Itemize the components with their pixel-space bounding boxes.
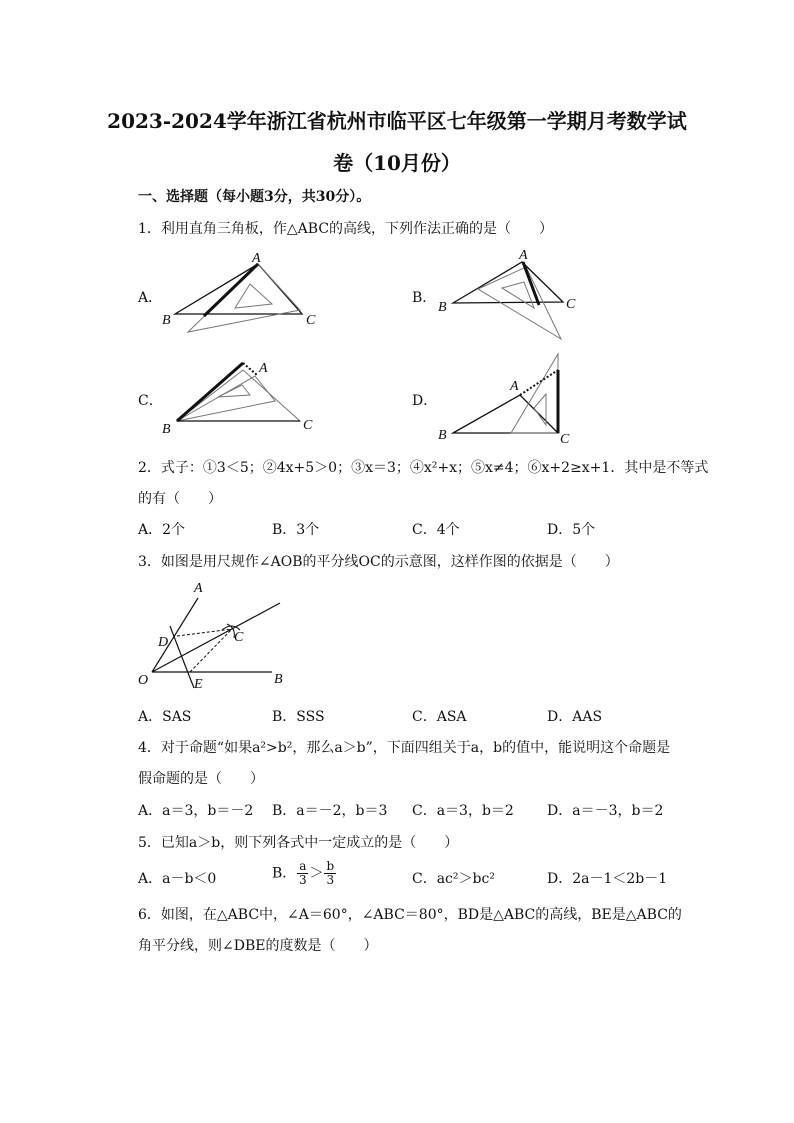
- q1a-label-b: B: [162, 313, 171, 328]
- page-title-line2: 卷（10月份）: [333, 151, 461, 175]
- q1-option-b: B．: [412, 290, 437, 306]
- q3-label-a: A: [194, 581, 203, 596]
- q3-option-c: C．ASA: [412, 709, 467, 725]
- q1b-label-b: B: [438, 300, 447, 315]
- q5-stem: 5．已知a＞b，则下列各式中一定成立的是（ ）: [138, 835, 459, 851]
- q1-figure-c: [160, 355, 330, 440]
- q2-option-c: C．4个: [412, 522, 460, 538]
- q3-stem: 3．如图是用尺规作∠AOB的平分线OC的示意图，这样作图的依据是（ ）: [138, 554, 619, 570]
- q1d-label-a: A: [510, 379, 519, 394]
- q2-option-d: D．5个: [547, 522, 596, 538]
- q6-stem-line2: 角平分线，则∠DBE的度数是（ ）: [138, 938, 378, 954]
- q5-option-d: D．2a－1＜2b－1: [547, 871, 668, 887]
- q1c-label-c: C: [303, 418, 313, 433]
- fraction-numerator: b: [326, 859, 335, 873]
- q1d-label-b: B: [438, 428, 447, 443]
- section-heading: 一、选择题（每小题3分，共30分）。: [138, 189, 371, 205]
- q4-option-d: D．a＝－3，b＝2: [547, 803, 664, 819]
- q5-option-c: C．ac²＞bc²: [412, 871, 495, 887]
- q1d-label-c: C: [560, 432, 570, 447]
- q3-option-a: A．SAS: [138, 709, 192, 725]
- q3-label-b: B: [274, 672, 283, 687]
- fraction-b-over-3: [324, 860, 336, 887]
- q1a-label-c: C: [306, 313, 316, 328]
- q4-option-a: A．a＝3，b＝－2: [138, 803, 254, 819]
- q3-label-c: C: [234, 630, 244, 645]
- q1b-label-a: A: [519, 248, 528, 263]
- fraction-a-over-3: [297, 860, 308, 887]
- q1-option-c: C．: [138, 393, 163, 409]
- q3-label-e: E: [194, 677, 203, 692]
- page-title-line1: 2023-2024学年浙江省杭州市临平区七年级第一学期月考数学试: [107, 109, 687, 133]
- q1c-label-b: B: [162, 422, 171, 437]
- q5-option-b: [272, 860, 337, 887]
- q4-stem-line1: 4．对于命题“如果a²>b²，那么a＞b”，下面四组关于a，b的值中，能说明这个命题是: [138, 740, 671, 756]
- q1-option-a: A．: [138, 290, 163, 306]
- q1a-label-a: A: [252, 251, 261, 266]
- q2-stem-line1: 2．式子：①3＜5；②4x+5＞0；③x＝3；④x²+x；⑤x≠4；⑥x+2≥x+1．其中是不等式: [138, 460, 709, 476]
- fraction-denominator: 3: [299, 873, 307, 887]
- q1-stem: 1．利用直角三角板，作△ABC的高线，下列作法正确的是（ ）: [138, 221, 554, 237]
- q1-figure-a: [160, 250, 330, 335]
- q1b-label-c: C: [566, 297, 576, 312]
- q1-option-d: D．: [412, 393, 438, 409]
- q4-option-b: B．a＝－2，b＝3: [272, 803, 388, 819]
- q5-option-b-relation: ＞: [309, 865, 324, 882]
- q2-option-b: B．3个: [272, 522, 320, 538]
- fraction-denominator: 3: [326, 873, 335, 887]
- q5-option-a: A．a－b＜0: [138, 871, 217, 887]
- q3-option-d: D．AAS: [547, 709, 603, 725]
- q6-stem-line1: 6．如图，在△ABC中，∠A＝60°，∠ABC＝80°，BD是△ABC的高线，BE是△ABC的: [138, 907, 682, 923]
- q2-stem-line2: 的有（ ）: [138, 491, 222, 507]
- q5-option-b-prefix: B．: [272, 865, 297, 882]
- q3-label-d: D: [158, 635, 169, 650]
- q3-figure: [130, 578, 300, 693]
- fraction-numerator: a: [299, 859, 307, 873]
- q4-stem-line2: 假命题的是（ ）: [138, 771, 264, 787]
- q1-figure-b: [436, 245, 586, 345]
- q1c-label-a: A: [259, 361, 268, 376]
- q3-label-o: O: [138, 673, 149, 688]
- q1-figure-d: [436, 350, 586, 450]
- q3-option-b: B．SSS: [272, 709, 325, 725]
- q2-option-a: A．2个: [138, 522, 186, 538]
- q4-option-c: C．a＝3，b＝2: [412, 803, 514, 819]
